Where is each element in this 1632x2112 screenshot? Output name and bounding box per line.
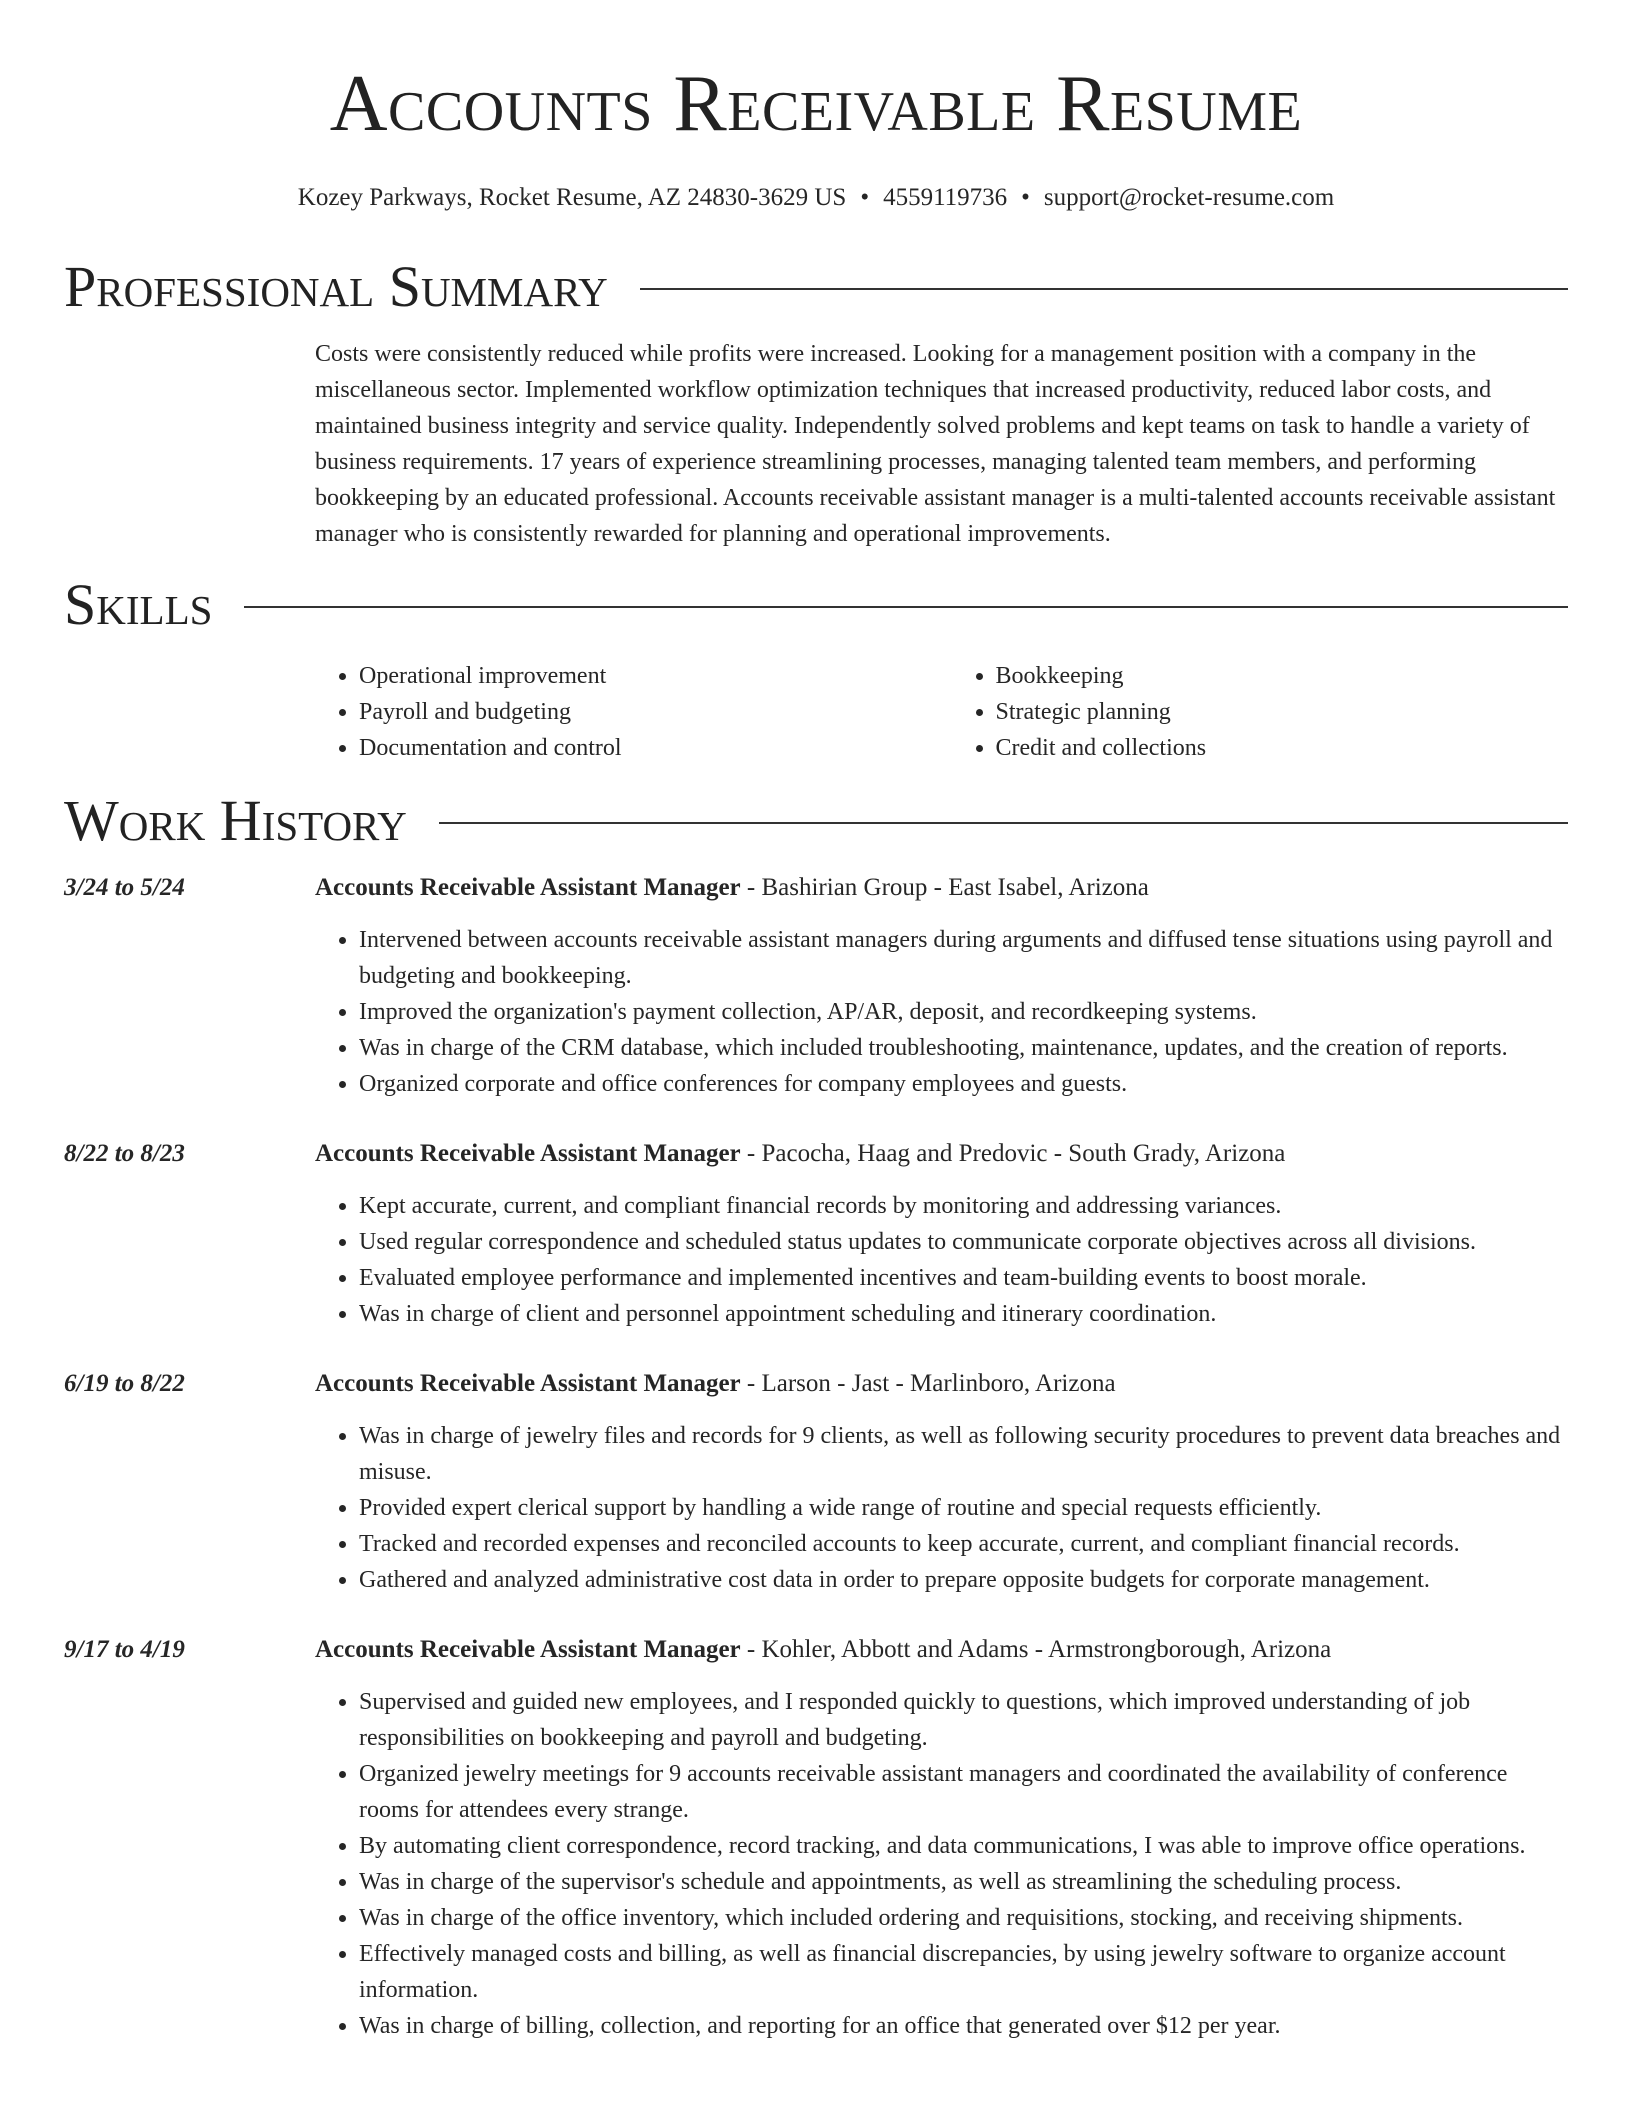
job-role: Accounts Receivable Assistant Manager xyxy=(315,1140,741,1167)
job-bullet: • Improved the organization's payment collection, AP/AR, deposit, and recordkeeping systems. xyxy=(359,994,1568,1030)
skill-item: • Documentation and control xyxy=(359,730,932,766)
job-employer: - Larson - Jast - Marlinboro, Arizona xyxy=(740,1370,1116,1397)
job-bullet-list xyxy=(315,922,1568,1102)
job-header xyxy=(315,870,1568,906)
job-bullet: • Intervened between accounts receivable assistant managers during arguments and diffused tense situations using payroll and budgeting and bookkeeping. xyxy=(359,922,1568,994)
job-entry xyxy=(64,1136,1568,1332)
section-divider xyxy=(439,822,1568,824)
job-bullet: • By automating client correspondence, record tracking, and data communications, I was able to improve office operations. xyxy=(359,1828,1568,1864)
summary-text: Costs were consistently reduced while profits were increased. Looking for a management position with a company in the miscellaneous sector. Implemented workflow optimization techniques that increased productivity, reduced labor costs, and maintained business integrity and service quality. Independently solved problems and kept teams on task to handle a variety of business requirements. 17 years of experience streamlining processes, managing talented team members, and performing bookkeeping by an educated professional. Accounts receivable assistant manager is a multi-talented accounts receivable assistant manager who is consistently rewarded for planning and operational improvements. xyxy=(315,341,1556,547)
resume-title: Accounts Receivable Resume xyxy=(329,60,1303,148)
job-dates: 9/17 to 4/19 xyxy=(64,1636,185,1663)
job-role: Accounts Receivable Assistant Manager xyxy=(315,874,741,901)
job-header xyxy=(315,1632,1568,1668)
skills-list-right xyxy=(952,658,1569,766)
job-bullet: • Tracked and recorded expenses and reconciled accounts to keep accurate, current, and compliant financial records. xyxy=(359,1526,1568,1562)
job-details xyxy=(315,1136,1568,1332)
job-bullet: • Was in charge of the office inventory, which included ordering and requisitions, stocking, and receiving shipments. xyxy=(359,1900,1568,1936)
summary-section xyxy=(315,336,1568,552)
job-entry xyxy=(64,1632,1568,2044)
section-divider xyxy=(244,606,1568,608)
job-dates: 3/24 to 5/24 xyxy=(64,874,185,901)
job-bullet-list xyxy=(315,1684,1568,2044)
job-bullet: • Organized corporate and office conferences for company employees and guests. xyxy=(359,1066,1568,1102)
job-details xyxy=(315,870,1568,1102)
job-bullet: • Was in charge of billing, collection, and reporting for an office that generated over $12 per year. xyxy=(359,2008,1568,2044)
contact-separator: • xyxy=(860,184,870,211)
resume-page xyxy=(64,0,1568,2044)
job-header xyxy=(315,1136,1568,1172)
section-divider xyxy=(640,288,1568,290)
skill-item: • Operational improvement xyxy=(359,658,932,694)
job-bullet: • Gathered and analyzed administrative cost data in order to prepare opposite budgets for corporate management. xyxy=(359,1562,1568,1598)
skills-list-left xyxy=(315,658,932,766)
summary-heading: Professional Summary xyxy=(64,254,608,319)
summary-section-header xyxy=(64,252,1568,322)
job-bullet: • Was in charge of the supervisor's schedule and appointments, as well as streamlining the scheduling process. xyxy=(359,1864,1568,1900)
job-details xyxy=(315,1632,1568,2044)
contact-address: Kozey Parkways, Rocket Resume, AZ 24830-3629 US xyxy=(297,184,847,211)
job-bullet: • Organized jewelry meetings for 9 accounts receivable assistant managers and coordinated the availability of conference rooms for attendees every strange. xyxy=(359,1756,1568,1828)
skill-item: • Credit and collections xyxy=(996,730,1569,766)
skills-section-header xyxy=(64,570,1568,640)
skill-item: • Strategic planning xyxy=(996,694,1569,730)
job-details xyxy=(315,1366,1568,1598)
skills-heading: Skills xyxy=(64,572,213,637)
job-bullet: • Was in charge of the CRM database, which included troubleshooting, maintenance, updates, and the creation of reports. xyxy=(359,1030,1568,1066)
job-entry xyxy=(64,1366,1568,1598)
job-dates: 6/19 to 8/22 xyxy=(64,1370,185,1397)
job-employer: - Pacocha, Haag and Predovic - South Grady, Arizona xyxy=(740,1140,1286,1167)
job-employer: - Kohler, Abbott and Adams - Armstrongborough, Arizona xyxy=(740,1636,1332,1663)
job-bullet-list xyxy=(315,1188,1568,1332)
job-bullet: • Kept accurate, current, and compliant financial records by monitoring and addressing variances. xyxy=(359,1188,1568,1224)
contact-phone: 4559119736 xyxy=(883,184,1008,211)
job-bullet-list xyxy=(315,1418,1568,1598)
job-dates: 8/22 to 8/23 xyxy=(64,1140,185,1167)
skill-item: • Bookkeeping xyxy=(996,658,1569,694)
contact-line xyxy=(64,182,1568,214)
contact-email: support@rocket-resume.com xyxy=(1043,184,1335,211)
job-employer: - Bashirian Group - East Isabel, Arizona xyxy=(740,874,1149,901)
job-header xyxy=(315,1366,1568,1402)
job-role: Accounts Receivable Assistant Manager xyxy=(315,1636,741,1663)
contact-separator: • xyxy=(1021,184,1030,211)
job-bullet: • Was in charge of jewelry files and records for 9 clients, as well as following security procedures to prevent data breaches and misuse. xyxy=(359,1418,1568,1490)
job-bullet: • Was in charge of client and personnel appointment scheduling and itinerary coordination. xyxy=(359,1296,1568,1332)
work-heading: Work History xyxy=(64,788,407,853)
job-bullet: • Provided expert clerical support by handling a wide range of routine and special requests efficiently. xyxy=(359,1490,1568,1526)
skills-section xyxy=(315,658,1568,766)
job-role: Accounts Receivable Assistant Manager xyxy=(315,1370,741,1397)
job-bullet: • Evaluated employee performance and implemented incentives and team-building events to boost morale. xyxy=(359,1260,1568,1296)
job-entry xyxy=(64,870,1568,1102)
job-bullet: • Supervised and guided new employees, and I responded quickly to questions, which improved understanding of job responsibilities on bookkeeping and payroll and budgeting. xyxy=(359,1684,1568,1756)
job-bullet: • Used regular correspondence and scheduled status updates to communicate corporate objectives across all divisions. xyxy=(359,1224,1568,1260)
skill-item: • Payroll and budgeting xyxy=(359,694,932,730)
work-section-header xyxy=(64,786,1568,856)
job-bullet: • Effectively managed costs and billing, as well as financial discrepancies, by using jewelry software to organize account information. xyxy=(359,1936,1568,2008)
